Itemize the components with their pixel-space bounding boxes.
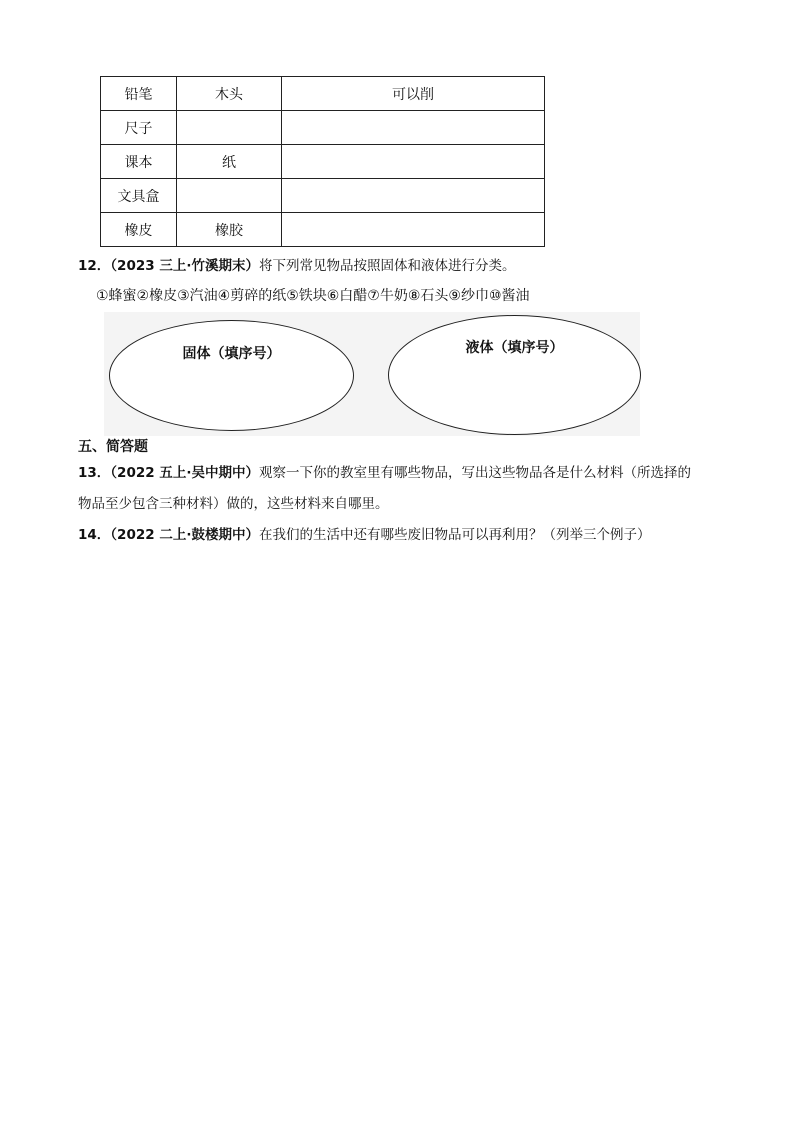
- table-cell: 纸: [177, 145, 282, 179]
- material-table: [100, 76, 545, 247]
- question-13: [78, 463, 691, 483]
- liquid-label: 液体（填序号）: [465, 340, 564, 356]
- question-number: 13．: [78, 465, 111, 481]
- question-source: （2022 二上·鼓楼期中）: [110, 527, 259, 543]
- liquid-oval[interactable]: [388, 315, 641, 435]
- question-number: 14．: [78, 527, 111, 543]
- question-14: [78, 525, 650, 545]
- table-cell: 尺子: [101, 111, 177, 145]
- table-cell: [177, 111, 282, 145]
- question-number: 12．: [78, 258, 111, 274]
- table-cell: [282, 179, 545, 213]
- table-cell: [282, 145, 545, 179]
- question-source: （2023 三上·竹溪期末）: [110, 258, 259, 274]
- table-row: [101, 213, 545, 247]
- table-row: [101, 111, 545, 145]
- table-row: [101, 77, 545, 111]
- table-cell: 橡胶: [177, 213, 282, 247]
- table-cell: 可以削: [282, 77, 545, 111]
- table-cell: [177, 179, 282, 213]
- table-cell: [282, 111, 545, 145]
- solid-label: 固体（填序号）: [182, 346, 281, 362]
- table-cell: 木头: [177, 77, 282, 111]
- question-12: [78, 256, 515, 276]
- question-text-line1: 观察一下你的教室里有哪些物品，写出这些物品各是什么材料（所选择的: [258, 465, 691, 481]
- question-text: 在我们的生活中还有哪些废旧物品可以再利用？（列举三个例子）: [258, 527, 651, 543]
- table-row: [101, 179, 545, 213]
- classification-area: [104, 312, 640, 436]
- table-row: [101, 145, 545, 179]
- item-list: ①蜂蜜②橡皮③汽油④剪碎的纸⑤铁块⑥白醋⑦牛奶⑧石头⑨纱巾⑩酱油: [96, 288, 530, 304]
- question-text-line2: 物品至少包含三种材料）做的，这些材料来自哪里。: [78, 496, 389, 512]
- table-cell: 文具盒: [101, 179, 177, 213]
- table-cell: 课本: [101, 145, 177, 179]
- table-cell: 橡皮: [101, 213, 177, 247]
- question-source: （2022 五上·吴中期中）: [110, 465, 259, 481]
- table-cell: [282, 213, 545, 247]
- solid-oval[interactable]: [109, 320, 354, 431]
- question-13-continued: [78, 494, 389, 514]
- section-heading: 五、简答题: [78, 439, 148, 455]
- table-cell: 铅笔: [101, 77, 177, 111]
- question-text: 将下列常见物品按照固体和液体进行分类。: [258, 258, 516, 274]
